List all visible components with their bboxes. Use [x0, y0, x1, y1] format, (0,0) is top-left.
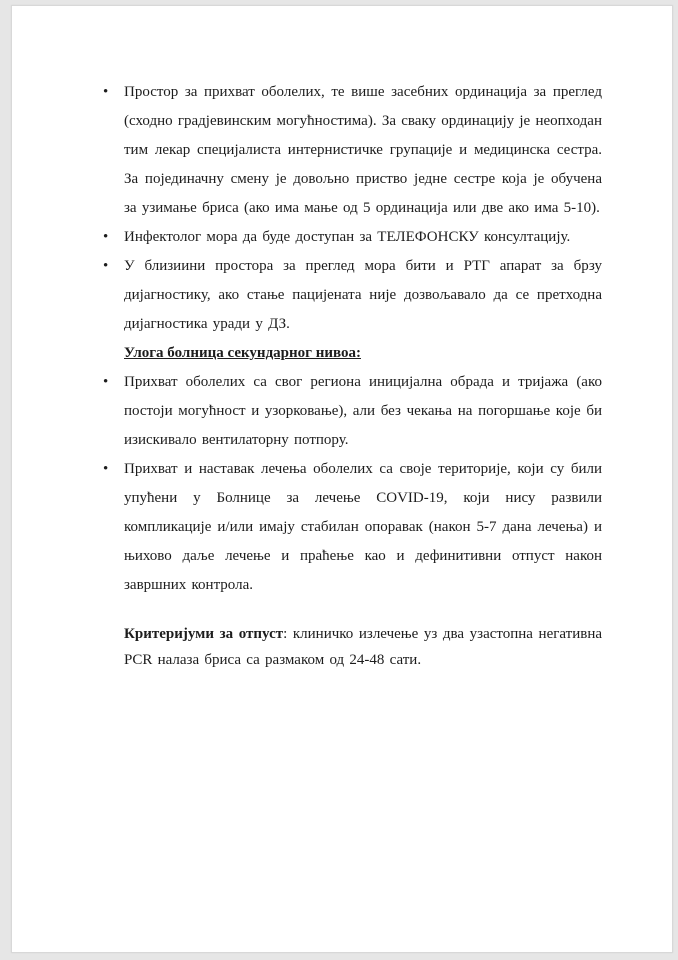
- bullet-item-continued-treatment: • Прихват и наставак лечења оболелих са своје територије, који су били упућени у Болнице за лечење COVID-19, који нису развили компликације и/или имају стабилан опоравак (након 5-7 дана лечења) и њихово даље лечење и праћење као и дефинитивни отпуст након завршних контрола.: [124, 455, 602, 600]
- bullet-list-lower: [124, 368, 602, 600]
- discharge-criteria-text: : клиничко излечење уз два узастопна негативна PCR налаза бриса са размаком од 24-48 сати.: [124, 626, 603, 668]
- bullet-item-reception-space: • Простор за прихват оболелих, те више засебних ординација за преглед (сходно градјевинским могућностима). За сваку ординацију је неопходан тим лекар специјалиста интернистичке групације и медицинска сестра. За појединачну смену је довољно приство једне сестре која је обучена за узимање бриса (ако има мање од 5 ординација или две ако има 5-10).: [124, 78, 602, 223]
- document-content: [12, 6, 672, 673]
- bullet-list-upper: [124, 78, 602, 339]
- discharge-criteria-paragraph: [124, 621, 602, 673]
- discharge-criteria-label: Критеријуми за отпуст: [124, 626, 284, 642]
- document-page: [11, 5, 673, 953]
- bullet-item-rtg: • У близиини простора за преглед мора бити и РТГ апарат за брзу дијагностику, ако стање пацијената није дозвољавало да се претходна дијагностика уради у ДЗ.: [124, 252, 602, 339]
- bullet-item-triage: • Прихват оболелих са свог региона иницијална обрада и тријажа (ако постоји могућност и узорковање), али без чекања на погоршање које би изискивало вентилаторну потпору.: [124, 368, 602, 455]
- section-heading: Улога болница секундарног нивоа:: [124, 345, 361, 361]
- bullet-item-infectologist: • Инфектолог мора да буде доступан за ТЕЛЕФОНСКУ консултацију.: [124, 223, 602, 252]
